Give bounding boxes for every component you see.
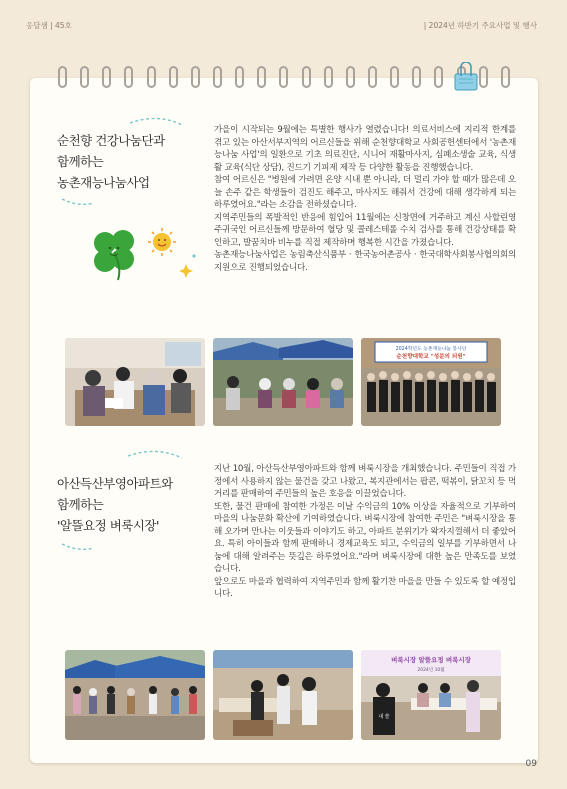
page-number: 09 — [525, 759, 537, 769]
shirt-print-text: 내 쓸 — [378, 714, 390, 720]
binder-ring — [147, 66, 156, 88]
sun-icon — [148, 228, 176, 256]
binder-rings — [58, 66, 510, 90]
binder-ring — [191, 66, 200, 88]
binder-ring — [80, 66, 89, 88]
binder-ring — [434, 66, 443, 88]
photo-kids-selling — [213, 650, 353, 740]
binder-ring — [324, 66, 333, 88]
binder-ring — [102, 66, 111, 88]
section2-paragraph: 지난 10월, 아산득산부영아파트와 함께 벼룩시장을 개최했습니다. 주민들이 직접 가정에서 사용하지 않는 물건을 갖고 나왔고, 복지관에서는 팝콘, 떡볶이, 닭꼬치 등 먹거리를 판매하여 주민들의 높은 호응을 이끌었습니다. — [214, 464, 516, 500]
header-section-title: | 2024년 하반기 주요사업 및 행사 — [423, 21, 537, 30]
section1-title-line: 농촌재능나눔사업 — [57, 175, 150, 190]
section1-body — [214, 124, 516, 275]
section1-title-line: 순천향 건강나눔단과 — [57, 133, 165, 148]
binder-ring — [169, 66, 178, 88]
section2-body — [214, 463, 516, 601]
binder-ring — [302, 66, 311, 88]
photo-health-check — [65, 338, 205, 426]
section1-paragraph: 참여 어르신은 "병원에 가려면 온양 시내 뿐 아니라, 더 멀리 가야 할 때가 많은데 오늘 손주 같은 학생들이 검진도 해주고, 마사지도 해줘서 건강에 대해 생각하게 되는 하루였어요."라는 소감을 전하셨습니다. — [214, 175, 516, 211]
section1-paragraph: 지역주민들의 폭발적인 반응에 힘입어 11월에는 신창면에 거주하고 계신 사할린영주귀국인 어르신들께 방문하여 혈당 및 콜레스테롤 수치 검사를 통해 건강상태를 확인하고, 발꿈치바 비누를 직접 제작하며 행복한 시간을 가졌습니다. — [214, 212, 516, 248]
section2-title — [57, 473, 173, 536]
market-sign-subtext: 2024년 10월 — [417, 668, 445, 673]
clover-icon — [94, 230, 134, 280]
binder-ring — [412, 66, 421, 88]
binder-ring — [368, 66, 377, 88]
clover-sun-illustration — [88, 226, 198, 282]
photo-flea-market-tents — [65, 650, 205, 740]
paper-clip-icon — [453, 62, 479, 92]
binder-ring — [213, 66, 222, 88]
section1-title-line: 함께하는 — [57, 154, 104, 169]
banner-text: 2024학년도 농촌재능나눔 봉사단 — [395, 347, 467, 352]
header-magazine-issue: 옹달샘 | 45호 — [26, 21, 72, 30]
binder-ring — [346, 66, 355, 88]
binder-ring — [257, 66, 266, 88]
section1-paragraph: 농촌재능나눔사업은 농림축산식품부 · 한국농어촌공사 · 한국대학사회봉사협의회의 지원으로 진행되었습니다. — [214, 250, 516, 274]
section1-title — [57, 130, 165, 193]
market-sign-text: 벼룩시장 알뜰요정 벼룩시장 — [391, 656, 471, 664]
photo-outdoor-tent-event — [213, 338, 353, 426]
photo-group-banner — [361, 338, 501, 426]
sparkle-icon — [179, 264, 193, 278]
section2-title-line: 아산득산부영아파트와 — [57, 476, 173, 491]
binder-ring — [279, 66, 288, 88]
section2-paragraph: 또한, 물건 판매에 참여한 가정은 이날 수익금의 10% 이상을 자율적으로 기부하여 마을의 나눔문화 확산에 기여하였습니다. 벼룩시장에 참여한 주민은 "벼룩시장을 통해 오가며 만나는 이웃들과 이야기도 하고, 아파트 분위기가 왁자지껄해서 더 좋았어요. 특히 아이들과 함께 판매하니 경제교육도 되고, 수익금의 일부를 기부하면서 나눔에 대해 알려주는 뜻깊은 하루였어요."라며 벼룩시장에 대한 높은 만족도를 보였습니다. — [214, 501, 516, 575]
binder-ring — [501, 66, 510, 88]
banner-subtext: 순천향대학교 "성분의 되원" — [396, 354, 466, 360]
section2-paragraph: 앞으로도 마을과 협력하여 지역주민과 함께 활기찬 마을을 만들 수 있도록 할 예정입니다. — [214, 576, 516, 600]
section2-title-line: 함께하는 — [57, 497, 104, 512]
binder-ring — [479, 66, 488, 88]
binder-ring — [390, 66, 399, 88]
binder-ring — [124, 66, 133, 88]
section2-title-line: '알뜰요정 벼룩시장' — [57, 518, 159, 533]
photo-market-booth-sign — [361, 650, 501, 740]
section1-paragraph: 가을이 시작되는 9월에는 특별한 행사가 열렸습니다! 의료서비스에 지리적 한계를 겪고 있는 아산서부지역의 어르신들을 위해 순천향대학교 사회공헌센터에서 '농촌재능나눔 사업'의 일환으로 기초 의료진단, 시니어 재활마사지, 심폐소생술 교육, 식생활 교육(식단 상담), 진드기 기피제 제작 등 다양한 활동을 진행했습니다. — [214, 125, 516, 173]
binder-ring — [58, 66, 67, 88]
binder-ring — [235, 66, 244, 88]
